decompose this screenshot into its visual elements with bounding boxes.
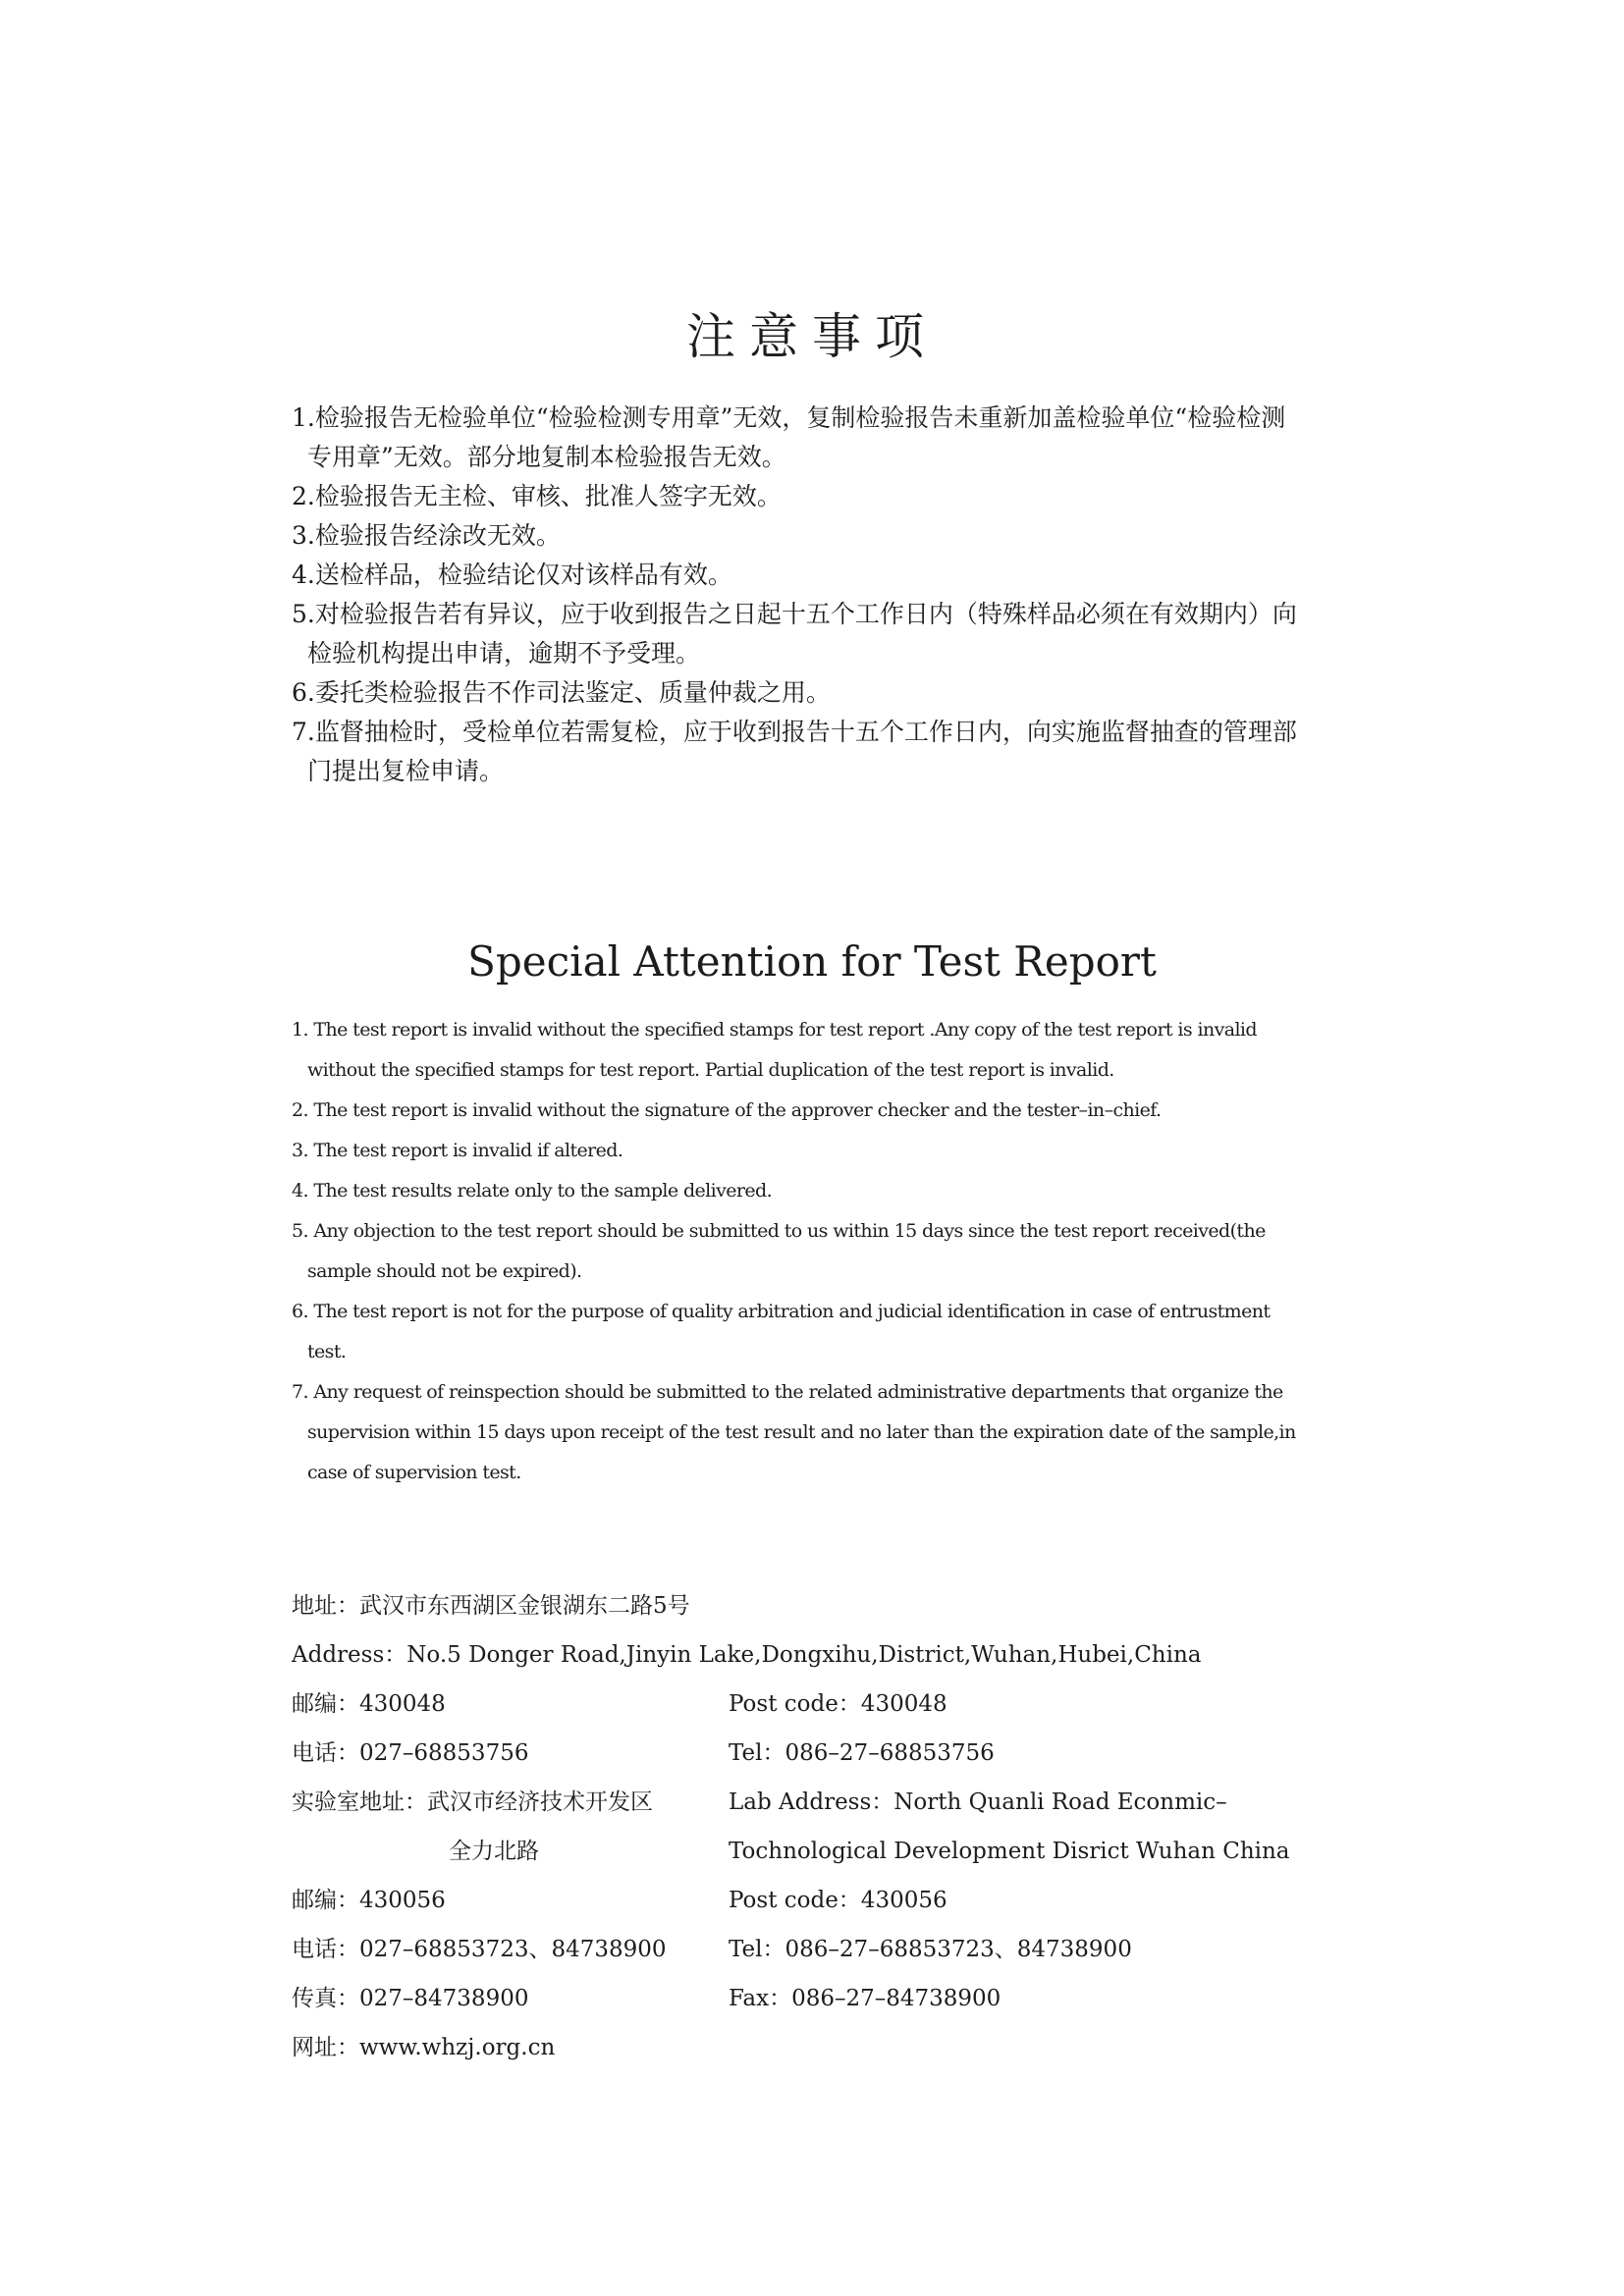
notice-item-cn: 2.检验报告无主检、审核、批准人签字无效。 xyxy=(292,482,782,510)
notice-item-en: 3. The test report is invalid if altered. xyxy=(292,1140,623,1161)
notice-item-en: 6. The test report is not for the purpose of quality arbitration and judicial identification in case of entrustment test. xyxy=(292,1301,1271,1362)
notice-list-en xyxy=(292,1010,1303,1493)
address-en xyxy=(292,1639,1372,1671)
tel-row xyxy=(292,1737,1372,1769)
fax-cn: 传真：027–84738900 xyxy=(292,1986,529,2011)
notice-item-cn: 6.委托类检验报告不作司法鉴定、质量仲裁之用。 xyxy=(292,678,831,707)
tel-cn: 电话：027–68853756 xyxy=(292,1740,529,1766)
notice-item-en: 2. The test report is invalid without the signature of the approver checker and the tester–in–chief. xyxy=(292,1099,1162,1121)
notice-item-en: 5. Any objection to the test report should be submitted to us within 15 days since the test report received(the sample should not be expired). xyxy=(292,1220,1266,1282)
lab-address-row-1 xyxy=(292,1787,1372,1818)
notice-item-cn: 1.检验报告无检验单位“检验检测专用章”无效，复制检验报告未重新加盖检验单位“检验检测专用章”无效。部分地复制本检验报告无效。 xyxy=(292,403,1286,471)
address-en-text: Address：No.5 Donger Road,Jinyin Lake,Dongxihu,District,Wuhan,Hubei,China xyxy=(292,1642,1202,1668)
lab-postcode-row xyxy=(292,1885,1372,1916)
notice-item-cn: 3.检验报告经涂改无效。 xyxy=(292,521,561,550)
notice-item-cn: 7.监督抽检时，受检单位若需复检，应于收到报告十五个工作日内，向实施监督抽查的管理部门提出复检申请。 xyxy=(292,718,1297,785)
notice-item-en: 7. Any request of reinspection should be submitted to the related administrative departments that organize the supervision within 15 days upon receipt of the test result and no later than the expiration date of the sample,in case of supervision test. xyxy=(292,1381,1296,1483)
lab-tel-row xyxy=(292,1934,1372,1965)
notice-list-cn xyxy=(292,399,1303,791)
tel-en: Tel：086–27–68853756 xyxy=(729,1740,995,1766)
address-cn xyxy=(292,1590,1372,1622)
website-row xyxy=(292,2032,1372,2063)
notice-item-cn: 4.送检样品，检验结论仅对该样品有效。 xyxy=(292,561,732,589)
fax-row xyxy=(292,1983,1372,2014)
fax-en: Fax：086–27–84738900 xyxy=(729,1986,1001,2011)
postcode-cn: 邮编：430048 xyxy=(292,1691,446,1717)
lab-address-cn-line-2: 全力北路 xyxy=(449,1839,539,1864)
notice-item-en: 4. The test results relate only to the sample delivered. xyxy=(292,1180,773,1201)
postcode-en: Post code：430048 xyxy=(729,1691,947,1717)
notice-title-en: Special Attention for Test Report xyxy=(467,937,1157,986)
lab-postcode-cn: 邮编：430056 xyxy=(292,1888,446,1913)
postcode-row xyxy=(292,1688,1372,1720)
notice-title-cn: 注意事项 xyxy=(686,308,938,365)
notice-item-en: 1. The test report is invalid without the specified stamps for test report .Any copy of the test report is invalid without the specified stamps for test report. Partial duplication of the test report is invalid. xyxy=(292,1019,1257,1081)
notice-item-cn: 5.对检验报告若有异议，应于收到报告之日起十五个工作日内（特殊样品必须在有效期内）向检验机构提出申请，逾期不予受理。 xyxy=(292,600,1297,667)
lab-tel-cn: 电话：027–68853723、84738900 xyxy=(292,1937,667,1962)
lab-address-en-line-1: Lab Address：North Quanli Road Econmic– xyxy=(729,1789,1227,1815)
address-cn-text: 地址：武汉市东西湖区金银湖东二路5号 xyxy=(292,1593,690,1619)
lab-postcode-en: Post code：430056 xyxy=(729,1888,947,1913)
website-cn: 网址：www.whzj.org.cn xyxy=(292,2035,556,2060)
lab-tel-en: Tel：086–27–68853723、84738900 xyxy=(729,1937,1132,1962)
lab-address-cn-line-1: 实验室地址：武汉市经济技术开发区 xyxy=(292,1789,653,1815)
lab-address-en-line-2: Tochnological Development Disrict Wuhan China xyxy=(729,1839,1290,1864)
